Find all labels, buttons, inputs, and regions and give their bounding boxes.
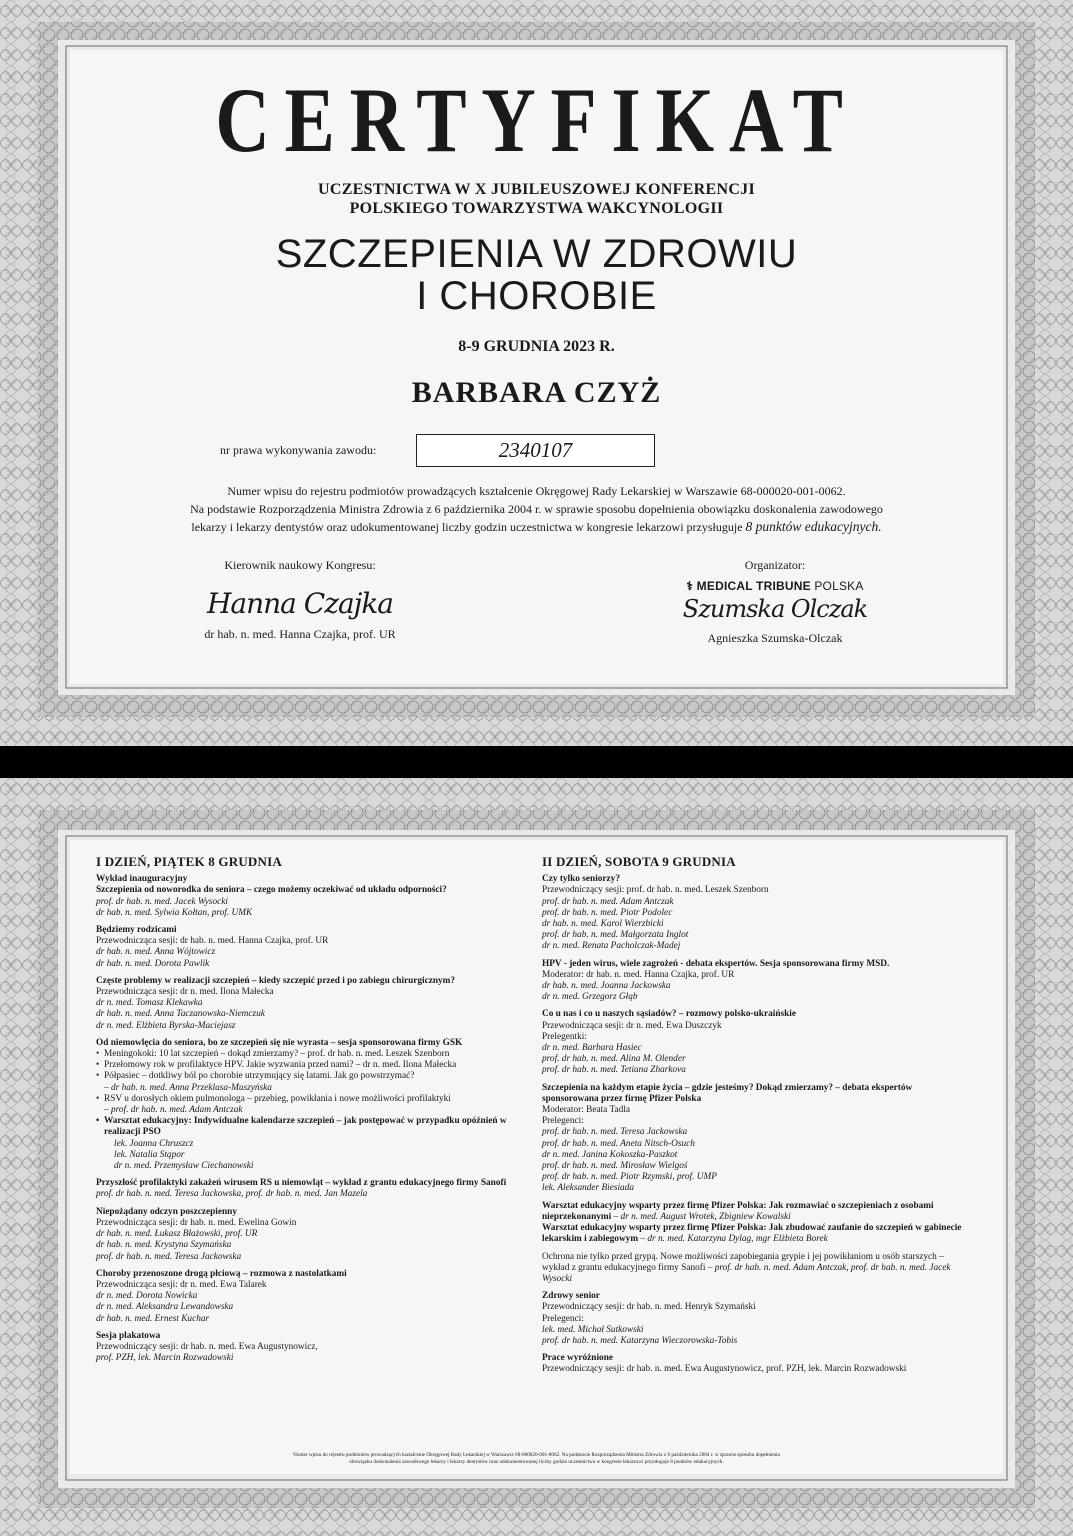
- speaker: dr n. med. Barbara Hasiec: [542, 1043, 642, 1054]
- speaker: lek. med. Michał Sutkowski: [542, 1324, 644, 1335]
- session: [542, 874, 962, 952]
- logo-main-text: MEDICAL TRIBUNE: [696, 579, 811, 593]
- footnote-line: Numer wpisu do rejestru podmiotów prowadzących kształcenie Okręgowej Rady Lekarskiej w Warszawie 68-000020-001-0062. Na podstawie Rozporządzenia Ministra Zdrowia z 6 października 2004 r. w sprawie sposobu dopełnienia: [293, 1452, 780, 1458]
- session-moderator: Moderator: Beata Tadla: [542, 1105, 630, 1116]
- speaker: dr hab. n. med. Łukasz Błażowski, prof. UR: [96, 1229, 258, 1240]
- conference-title-line-2: I CHOROBIE: [416, 274, 657, 318]
- session-chair: Przewodnicząca sesji: dr n. med. Ilona Małecka: [96, 987, 274, 998]
- speaker: prof. dr hab. n. med. Piotr Rzymski, prof. UMP: [542, 1172, 717, 1183]
- speaker: dr hab. n. med. Krystyna Szymańska: [96, 1240, 232, 1251]
- speaker: lek. Aleksander Biesiada: [542, 1183, 634, 1194]
- logo-suffix-text: POLSKA: [814, 579, 864, 593]
- points-value: 8 punktów edukacyjnych.: [745, 519, 882, 534]
- session: [96, 1269, 516, 1325]
- session-chair: Przewodnicząca sesji: dr n. med. Ewa Talarek: [96, 1279, 267, 1290]
- program-item-speaker: – dr hab. n. med. Anna Przeklasa-Muszyńska: [104, 1082, 272, 1093]
- session-title: Szczepienia na każdym etapie życia – gdzie jesteśmy? Dokąd zmierzamy? – debata ekspertów sponsorowana przez firmę Pfizer Polska: [542, 1082, 913, 1104]
- workshop-speakers: – dr n. med. Katarzyna Dylag, mgr Elżbieta Borek: [640, 1234, 828, 1245]
- program-item-speaker: – prof. dr hab. n. med. Adam Antczak: [104, 1105, 243, 1116]
- workshop-entry: [542, 1201, 962, 1223]
- lecture-title: Ochrona nie tylko przed grypą. Nowe możliwości zapobiegania grypie i jej powikłaniom u osób starszych – wykład z grantu edukacyjnego firmy Sanofi: [542, 1251, 944, 1273]
- speaker: dr hab. n. med. Anna Taczanowska-Niemczuk: [96, 1009, 265, 1020]
- license-label: nr prawa wykonywania zawodu:: [220, 443, 377, 457]
- speaker: dr n. med. Renata Pacholczak-Madej: [542, 941, 681, 952]
- points-text: lekarzy i lekarzy dentystów oraz udokumentowanej liczby godzin uczestnictwa w kongresie lekarzowi przysługuje: [191, 520, 743, 534]
- speaker: dr n. med. Janina Kokoszka-Paszkot: [542, 1149, 678, 1160]
- speaker: prof. dr hab. n. med. Małgorzata Inglot: [542, 930, 689, 941]
- workshop-title: Warsztat edukacyjny wsparty przez firmę Pfizer Polska: Jak rozmawiać o szczepieniach z osobami nieprzekonanymi: [542, 1200, 934, 1222]
- session-chair: Przewodnicząca sesji: dr hab. n. med. Ewelina Gowin: [96, 1217, 297, 1228]
- speaker: prof. PZH, lek. Marcin Rozwadowski: [96, 1353, 234, 1364]
- speaker: prof. dr hab. n. med. Mirosław Wielgoś: [542, 1161, 688, 1172]
- organizer-title: Organizator:: [744, 558, 806, 572]
- organizer-signature: [660, 558, 890, 646]
- organizer-handwritten-signature: Szumska Olczak: [682, 595, 868, 623]
- session: [542, 1201, 962, 1246]
- speaker: dr hab. n. med. Ernest Kuchar: [96, 1313, 210, 1324]
- speaker: dr hab. n. med. Anna Wójtowicz: [96, 947, 216, 958]
- regulation-line: Na podstawie Rozporządzenia Ministra Zdrowia z 6 października 2004 r. w sprawie sposobu dopełnienia obowiązku doskonalenia zawodowego: [190, 502, 883, 516]
- session-title: Przyszłość profilaktyki zakażeń wirusem RS u niemowląt – wykład z grantu edukacyjnego firmy Sanofi: [96, 1178, 507, 1189]
- session: [96, 976, 516, 1032]
- director-handwritten-signature: Hanna Czajka: [207, 587, 393, 620]
- program-item: • Przełomowy rok w profilaktyce HPV. Jakie wyzwania przed nami? – dr n. med. Ilona Małecka: [96, 1060, 516, 1071]
- registry-paragraph: [110, 482, 963, 536]
- lecture-entry: [542, 1252, 962, 1286]
- certificate-back: [0, 778, 1073, 1536]
- session: [542, 959, 962, 1004]
- page-divider: [0, 746, 1073, 778]
- session-chair: Przewodniczący sesji: dr hab. n. med. Ewa Augustynowicz, prof. PZH, lek. Marcin Rozwadowski: [542, 1364, 907, 1375]
- session-title: Prace wyróżnione: [542, 1353, 613, 1364]
- speaker: dr n. med. Przemysław Ciechanowski: [114, 1161, 254, 1172]
- session-moderator: Moderator: dr hab. n. med. Hanna Czajka, prof. UR: [542, 969, 735, 980]
- session: [542, 1353, 962, 1375]
- session: [542, 1009, 962, 1076]
- speaker: dr hab. n. med. Dorota Pawlik: [96, 958, 210, 969]
- speaker: dr n. med. Elżbieta Byrska-Maciejasz: [96, 1020, 236, 1031]
- certificate-front: [0, 0, 1073, 746]
- session-chair: Przewodnicząca sesji: dr n. med. Ewa Duszczyk: [542, 1020, 722, 1031]
- speaker: prof. dr hab. n. med. Tetiana Zharkova: [542, 1065, 686, 1076]
- program-item-workshop: • Warsztat edukacyjny: Indywidualne kalendarze szczepień – jak postępować w przypadku opóźnień w realizacji PSO: [96, 1116, 516, 1138]
- speaker: lek. Joanna Chruszcz: [114, 1138, 194, 1149]
- session: [96, 925, 516, 970]
- speaker: dr n. med. Dorota Nowicka: [96, 1291, 198, 1302]
- session-chair: Przewodnicząca sesji: dr hab. n. med. Hanna Czajka, prof. UR: [96, 936, 329, 947]
- subtitle-line-1: UCZESTNICTWA W X JUBILEUSZOWEJ KONFERENCJI: [318, 181, 755, 198]
- session-title: Czy tylko seniorzy?: [542, 874, 620, 885]
- speaker: prof. dr hab. n. med. Teresa Jackowska: [96, 1251, 242, 1262]
- conference-title-line-1: SZCZEPIENIA W ZDROWIU: [275, 232, 798, 276]
- speaker: prof. dr hab. n. med. Alina M. Olender: [542, 1054, 686, 1065]
- session-title: Choroby przenoszone drogą płciową – rozmowa z nastolatkami: [96, 1268, 347, 1279]
- scientific-director-signature: [180, 558, 420, 642]
- speaker: dr hab. n. med. Karol Wierzbicki: [542, 919, 664, 930]
- day-1-header: I DZIEŃ, PIĄTEK 8 GRUDNIA: [96, 854, 282, 869]
- session-title: Wykład inauguracyjny: [96, 874, 188, 885]
- license-number-box: 2340107: [416, 434, 655, 467]
- session-title: Szczepienia od noworodka do seniora – czego możemy oczekiwać od układu odporności?: [96, 885, 447, 896]
- organizer-name: Agnieszka Szumska-Olczak: [707, 631, 843, 645]
- session-chair: Przewodniczący sesji: dr hab. n. med. Henryk Szymański: [542, 1302, 756, 1313]
- session-title: Niepożądany odczyn poszczepienny: [96, 1206, 238, 1217]
- session-title: Sesja plakatowa: [96, 1330, 161, 1341]
- speaker: dr hab. n. med. Joanna Jackowska: [542, 981, 671, 992]
- points-line: [110, 518, 963, 536]
- program-panel: [70, 840, 1003, 1474]
- speaker: prof. dr hab. n. med. Teresa Jackowska: [542, 1127, 688, 1138]
- session: [542, 1252, 962, 1286]
- speaker: dr n. med. Aleksandra Lewandowska: [96, 1302, 234, 1313]
- session-title: HPV - jeden wirus, wiele zagrożeń - debata ekspertów. Sesja sponsorowana firmy MSD.: [542, 958, 890, 969]
- speaker: dr n. med. Tomasz Klekawka: [96, 998, 203, 1009]
- subtitle-line-2: POLSKIEGO TOWARZYSTWA WAKCYNOLOGII: [349, 200, 724, 217]
- speaker: prof. dr hab. n. med. Jacek Wysocki: [96, 896, 229, 907]
- day-1-column: [96, 856, 516, 1370]
- session-chair: Przewodniczący sesji: dr hab. n. med. Ewa Augustynowicz,: [96, 1341, 318, 1352]
- speakers-label: Prelegenci:: [542, 1116, 584, 1127]
- medical-tribune-logo: [660, 579, 890, 593]
- program-item: • RSV u dorosłych okiem pulmonologa – przebieg, powikłania i nowe możliwości profilaktyki: [96, 1094, 516, 1105]
- speaker: prof. dr hab. n. med. Aneta Nitsch-Osuch: [542, 1138, 695, 1149]
- program-item: • Meningokoki: 10 lat szczepień – dokąd zmierzamy? – prof. dr hab. n. med. Leszek Szenborn: [96, 1049, 516, 1060]
- registry-line: Numer wpisu do rejestru podmiotów prowadzących kształcenie Okręgowej Rady Lekarskiej w Warszawie 68-000020-001-0062.: [227, 484, 846, 498]
- session: [96, 1178, 516, 1200]
- footnote: [180, 1452, 893, 1465]
- day-2-header: II DZIEŃ, SOBOTA 9 GRUDNIA: [542, 854, 736, 869]
- session-title: Częste problemy w realizacji szczepień – kiedy szczepić przed i po zabiegu chirurgicznym?: [96, 975, 456, 986]
- session: [96, 1038, 516, 1172]
- workshop-speakers: – dr n. med. August Wrotek, Zbigniew Kowalski: [613, 1211, 791, 1222]
- lecture-speakers: – prof. dr hab. n. med. Adam Antczak, prof. dr hab. n. med. Jacek Wysocki: [542, 1262, 951, 1284]
- certificate-title: CERTYFIKAT: [215, 69, 858, 171]
- session: [96, 874, 516, 919]
- speaker: dr hab. n. med. Sylwia Kołtan, prof. UMK: [96, 907, 253, 918]
- speaker: prof. dr hab. n. med. Adam Antczak: [542, 896, 674, 907]
- session-chair: Przewodniczący sesji: prof. dr hab. n. med. Leszek Szenborn: [542, 885, 769, 896]
- session: [96, 1207, 516, 1263]
- logo-icon: ⚕: [686, 579, 694, 593]
- session: [542, 1083, 962, 1195]
- day-2-column: [542, 856, 962, 1382]
- session: [542, 1291, 962, 1347]
- session-title: Od niemowlęcia do seniora, bo ze szczepień się nie wyrasta – sesja sponsorowana firmy GSK: [96, 1037, 463, 1048]
- speaker: prof. dr hab. n. med. Piotr Podolec: [542, 907, 673, 918]
- director-title: Kierownik naukowy Kongresu:: [224, 558, 376, 572]
- session-title: Co u nas i co u naszych sąsiadów? – rozmowy polsko-ukraińskie: [542, 1009, 796, 1020]
- session-title: Będziemy rodzicami: [96, 925, 177, 936]
- participant-name: BARBARA CZYŻ: [411, 376, 662, 409]
- speaker: prof. dr hab. n. med. Katarzyna Wieczorowska-Tobis: [542, 1335, 738, 1346]
- speaker: dr n. med. Grzegorz Głąb: [542, 992, 638, 1003]
- license-row: [220, 434, 820, 468]
- program-item: • Półpasiec – dotkliwy ból po chorobie utrzymujący się latami. Jak go powstrzymać?: [96, 1071, 516, 1082]
- speakers-label: Prelegenci:: [542, 1313, 584, 1324]
- footnote-line: obowiązku doskonalenia zawodowego lekarzy i lekarzy dentystów oraz udokumentowanej liczby godzin uczestnictwa w kongresie lekarzowi przysługuje 8 punktów edukacyjnych.: [349, 1458, 724, 1465]
- session: [96, 1331, 516, 1365]
- certificate-panel: [70, 50, 1003, 684]
- speakers-label: Prelegentki:: [542, 1031, 587, 1042]
- workshop-entry: [542, 1223, 962, 1245]
- conference-date: 8-9 GRUDNIA 2023 R.: [458, 338, 615, 355]
- speaker: lek. Natalia Stąpor: [114, 1149, 185, 1160]
- session-title: Zdrowy senior: [542, 1291, 600, 1302]
- workshop-title: Warsztat edukacyjny wsparty przez firmę Pfizer Polska: Jak zbudować zaufanie do szczepień w gabinecie lekarskim i zabiegowym: [542, 1223, 962, 1245]
- speaker: prof. dr hab. n. med. Teresa Jackowska, prof. dr hab. n. med. Jan Mazela: [96, 1189, 368, 1200]
- director-name: dr hab. n. med. Hanna Czajka, prof. UR: [204, 627, 396, 641]
